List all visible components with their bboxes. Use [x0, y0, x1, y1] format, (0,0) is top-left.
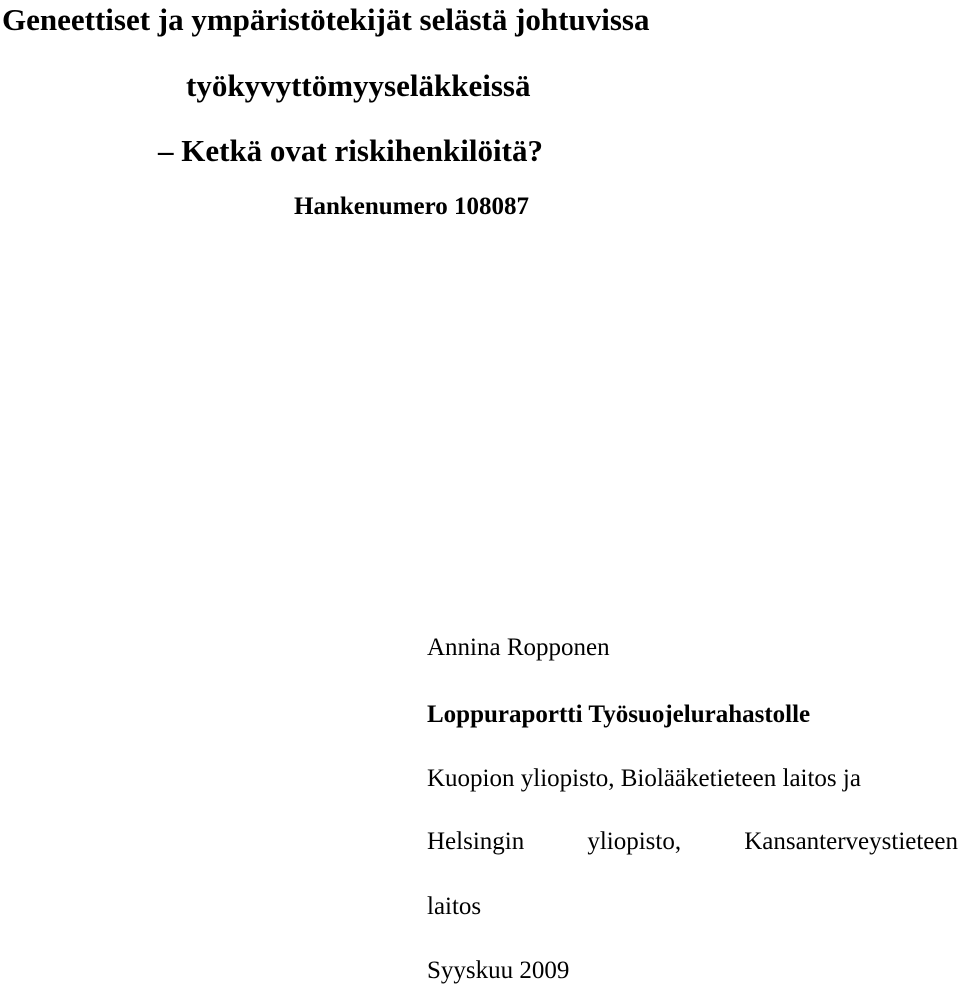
- institution-word-helsingin: Helsingin: [427, 828, 525, 855]
- report-type: Loppuraportti Työsuojelurahastolle: [427, 701, 811, 728]
- institution-line-2: [427, 829, 958, 854]
- publication-date: Syyskuu 2009: [427, 957, 570, 984]
- author-name: Annina Ropponen: [427, 634, 610, 661]
- institution-line-1: Kuopion yliopisto, Biolääketieteen laitos ja: [427, 765, 861, 792]
- document-subtitle: – Ketkä ovat riskihenkilöitä?: [158, 133, 543, 168]
- project-number: Hankenumero 108087: [294, 193, 529, 220]
- institution-line-3: laitos: [427, 893, 482, 920]
- institution-word-yliopisto: yliopisto,: [587, 828, 682, 855]
- institution-word-kansanterveystieteen: Kansanterveystieteen: [744, 828, 958, 855]
- document-title-line-2: työkyvyttömyyseläkkeissä: [186, 68, 531, 103]
- document-title-line-1: Geneettiset ja ympäristötekijät selästä johtuvissa: [2, 2, 650, 37]
